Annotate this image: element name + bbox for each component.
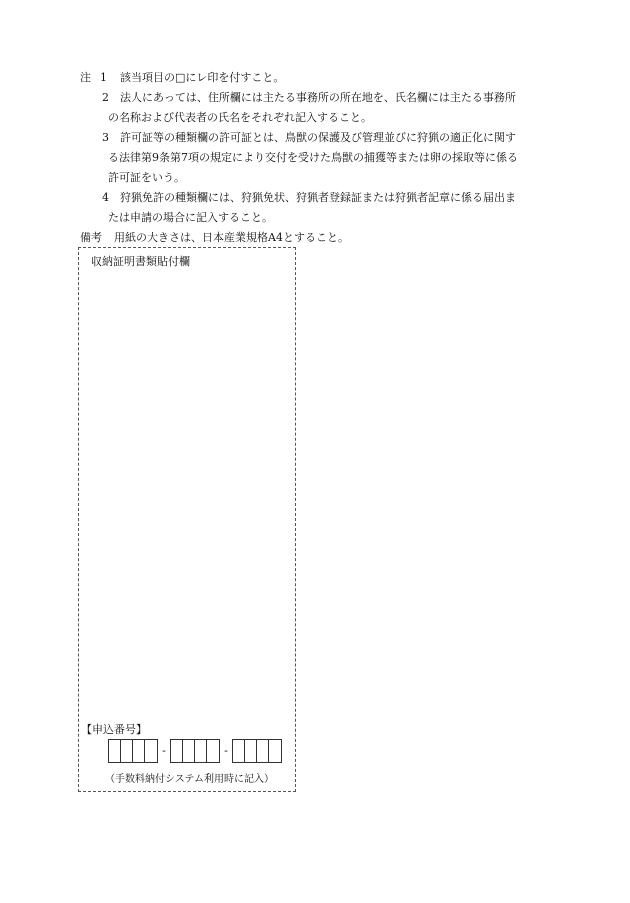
note-item-2 <box>80 88 560 108</box>
notes-heading: 注 <box>80 71 91 84</box>
digit-cell[interactable] <box>121 740 133 762</box>
note-text: 法人にあっては、住所欄には主たる事務所の所在地を、氏名欄には主たる事務所 <box>120 91 516 104</box>
digit-cell[interactable] <box>207 740 219 762</box>
digit-cell[interactable] <box>195 740 207 762</box>
digit-cell[interactable] <box>183 740 195 762</box>
digit-cell[interactable] <box>171 740 183 762</box>
digit-cell[interactable] <box>233 740 245 762</box>
digit-cell[interactable] <box>245 740 257 762</box>
note-number: 2 <box>102 91 109 104</box>
note-text: る法律第9条第7項の規定により交付を受けた鳥獣の捕獲等または卵の採取等に係る <box>108 151 518 164</box>
remarks-text: 用紙の大きさは、日本産業規格A4とすること。 <box>114 231 349 244</box>
digit-group-2 <box>170 739 220 763</box>
note-item-1 <box>80 68 560 88</box>
note-item-4 <box>80 188 560 208</box>
digit-cell[interactable] <box>257 740 269 762</box>
notes-section <box>80 68 560 248</box>
stamp-area-title: 収納証明書類貼付欄 <box>91 255 190 268</box>
note-text: 許可証等の種類欄の許可証とは、鳥獣の保護及び管理並びに狩猟の適正化に関す <box>120 131 516 144</box>
note-text: 該当項目の□にレ印を付すこと。 <box>120 71 285 84</box>
application-number-boxes <box>108 739 282 763</box>
separator: - <box>224 744 228 757</box>
note-number: 3 <box>102 131 109 144</box>
digit-group-1 <box>108 739 158 763</box>
remarks <box>80 228 560 248</box>
application-number-label: 【申込番号】 <box>81 723 147 736</box>
note-number: 4 <box>102 191 109 204</box>
note-text: たは申請の場合に記入すること。 <box>108 211 273 224</box>
digit-group-3 <box>232 739 282 763</box>
note-item-2-cont <box>80 108 560 128</box>
digit-cell[interactable] <box>133 740 145 762</box>
note-number: 1 <box>100 71 107 84</box>
note-item-3-cont <box>80 148 560 168</box>
digit-cell[interactable] <box>145 740 157 762</box>
note-item-4-cont <box>80 208 560 228</box>
note-text: の名称および代表者の氏名をそれぞれ記入すること。 <box>108 111 372 124</box>
note-item-3-cont2 <box>80 168 560 188</box>
digit-cell[interactable] <box>269 740 281 762</box>
application-number-note: （手数料納付システム利用時に記入） <box>105 774 274 785</box>
separator: - <box>162 744 166 757</box>
note-text: 狩猟免許の種類欄には、狩猟免状、狩猟者登録証または狩猟者記章に係る届出ま <box>120 191 516 204</box>
digit-cell[interactable] <box>109 740 121 762</box>
receipt-attachment-area <box>78 247 296 792</box>
note-text: 許可証をいう。 <box>108 171 185 184</box>
note-item-3 <box>80 128 560 148</box>
remarks-heading: 備考 <box>80 231 102 244</box>
